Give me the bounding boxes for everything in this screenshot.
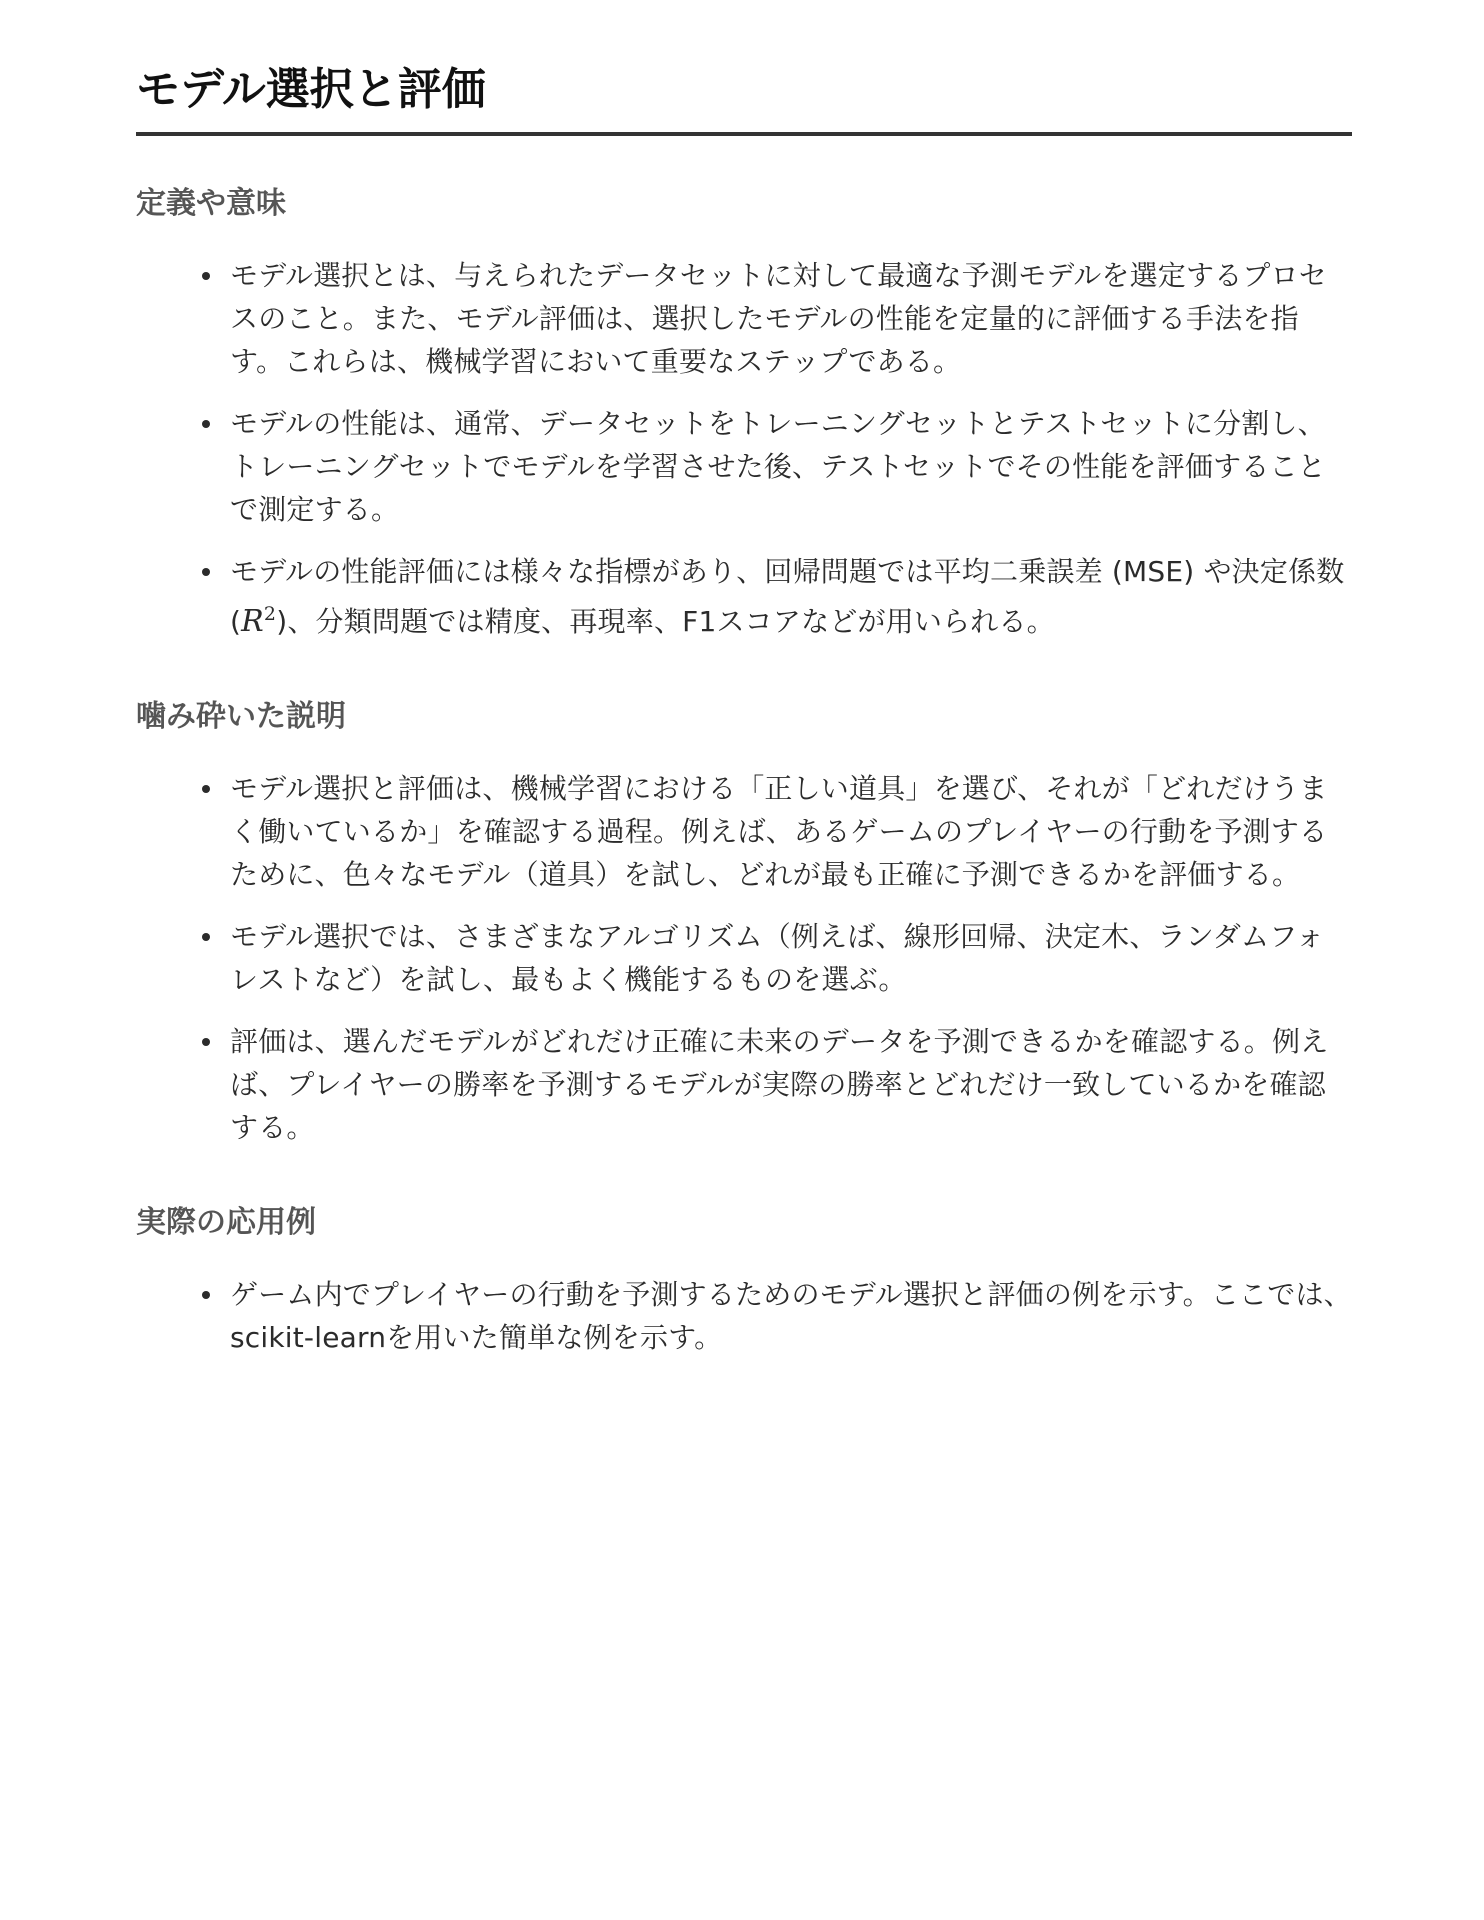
list-item-text-after: )、分類問題では精度、再現率、F1スコアなどが用いられる。 [276,605,1055,638]
section-heading-explanation: 噛み砕いた説明 [136,699,346,734]
section-heading-definition: 定義や意味 [136,186,286,221]
explanation-list [136,767,1352,1149]
section-application [136,1149,1352,1359]
math-superscript: 2 [263,603,277,625]
list-item [230,1020,1352,1149]
list-item-text: モデル選択と評価は、機械学習における「正しい道具」を選び、それが「どれだけうまく働いているか」を確認する過程。例えば、あるゲームのプレイヤーの行動を予測するために、色々なモデル（道具）を試し、どれが最も正確に予測できるかを評価する。 [230,772,1328,891]
section-explanation [136,643,1352,1149]
definition-list [136,254,1352,643]
list-item-text: モデル選択とは、与えられたデータセットに対して最適な予測モデルを選定するプロセスのこと。また、モデル評価は、選択したモデルの性能を定量的に評価する手法を指す。これらは、機械学習において重要なステップである。 [230,259,1328,378]
bullet-icon [202,420,210,428]
list-item-text: モデル選択では、さまざまなアルゴリズム（例えば、線形回帰、決定木、ランダムフォレストなど）を試し、最もよく機能するものを選ぶ。 [230,920,1325,996]
page-title: モデル選択と評価 [136,56,1352,136]
bullet-icon [202,1291,210,1299]
list-item [230,402,1352,531]
document-page [136,56,1352,1359]
bullet-icon [202,1038,210,1046]
math-r-squared [241,604,276,639]
list-item-text: モデルの性能は、通常、データセットをトレーニングセットとテストセットに分割し、トレーニングセットでモデルを学習させた後、テストセットでその性能を評価することで測定する。 [230,407,1326,526]
list-item-text-before: モデルの性能評価には様々な指標があり、回帰問題では平均二乗誤差 (MSE) や決定係数 ( [230,555,1345,638]
section-heading-application: 実際の応用例 [136,1205,316,1240]
list-item [230,550,1352,643]
section-definition [136,136,1352,643]
bullet-icon [202,785,210,793]
list-item [230,1273,1352,1359]
math-variable: R [241,604,264,639]
list-item-text: 評価は、選んだモデルがどれだけ正確に未来のデータを予測できるかを確認する。例えば、プレイヤーの勝率を予測するモデルが実際の勝率とどれだけ一致しているかを確認する。 [230,1025,1329,1144]
application-list [136,1273,1352,1359]
bullet-icon [202,272,210,280]
list-item [230,767,1352,896]
list-item [230,254,1352,383]
bullet-icon [202,933,210,941]
bullet-icon [202,568,210,576]
list-item-text: ゲーム内でプレイヤーの行動を予測するためのモデル選択と評価の例を示す。ここでは、scikit-learnを用いた簡単な例を示す。 [230,1278,1352,1354]
list-item [230,915,1352,1001]
